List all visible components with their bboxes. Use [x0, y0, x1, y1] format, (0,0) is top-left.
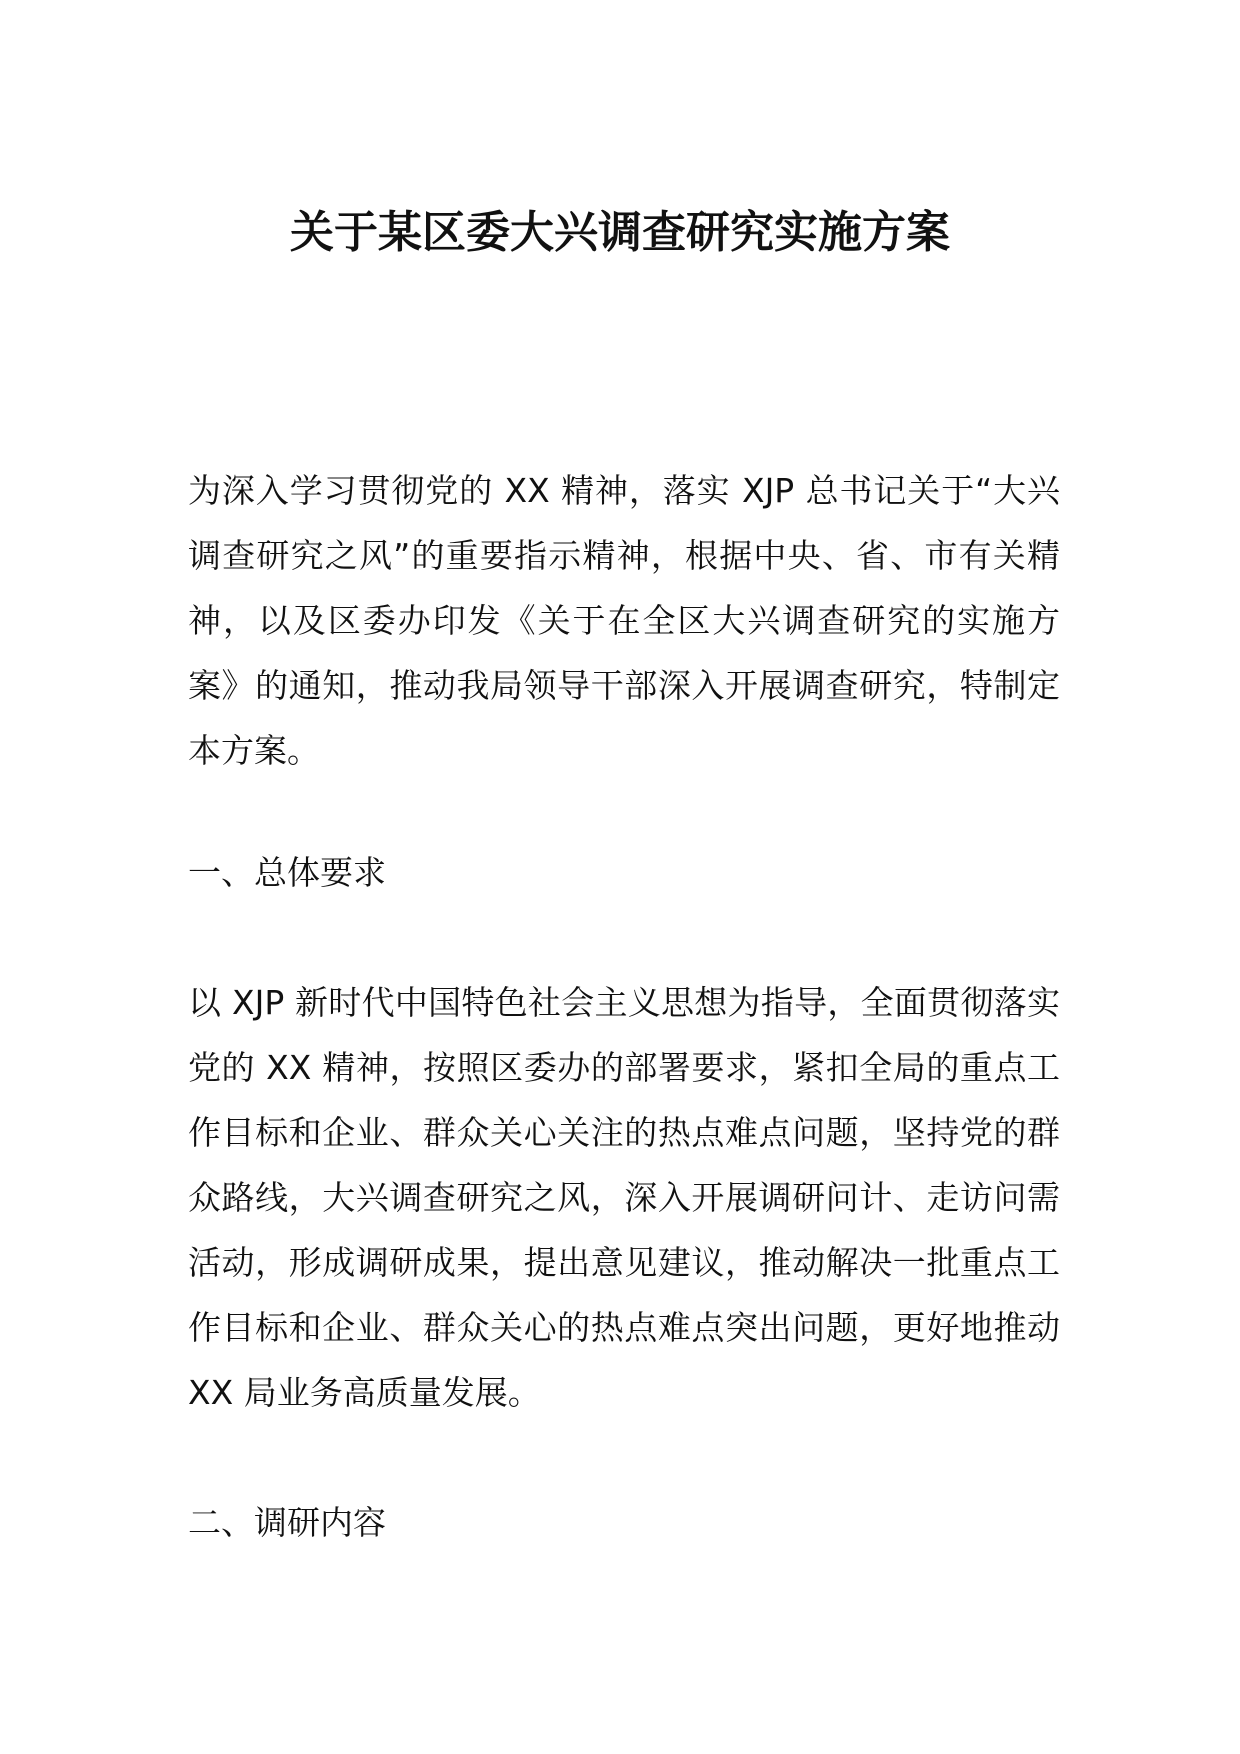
section-1-body: 以 XJP 新时代中国特色社会主义思想为指导，全面贯彻落实党的 XX 精神，按照区委办的部署要求，紧扣全局的重点工作目标和企业、群众关心关注的热点难点问题，坚持党的群众路线，大兴调查研究之风，深入开展调研问计、走访问需活动，形成调研成果，提出意见建议，推动解决一批重点工作目标和企业、群众关心的热点难点突出问题，更好地推动 XX 局业务高质量发展。 [188, 983, 1060, 1412]
section-2-heading: 二、调研内容 [188, 1503, 386, 1542]
document-title: 关于某区委大兴调查研究实施方案 [290, 207, 950, 258]
intro-paragraph: 为深入学习贯彻党的 XX 精神，落实 XJP 总书记关于“大兴调查研究之风”的重要指示精神，根据中央、省、市有关精神，以及区委办印发《关于在全区大兴调查研究的实施方案》的通知，推动我局领导干部深入开展调查研究，特制定本方案。 [188, 471, 1060, 770]
section-1-heading: 一、总体要求 [188, 853, 386, 892]
